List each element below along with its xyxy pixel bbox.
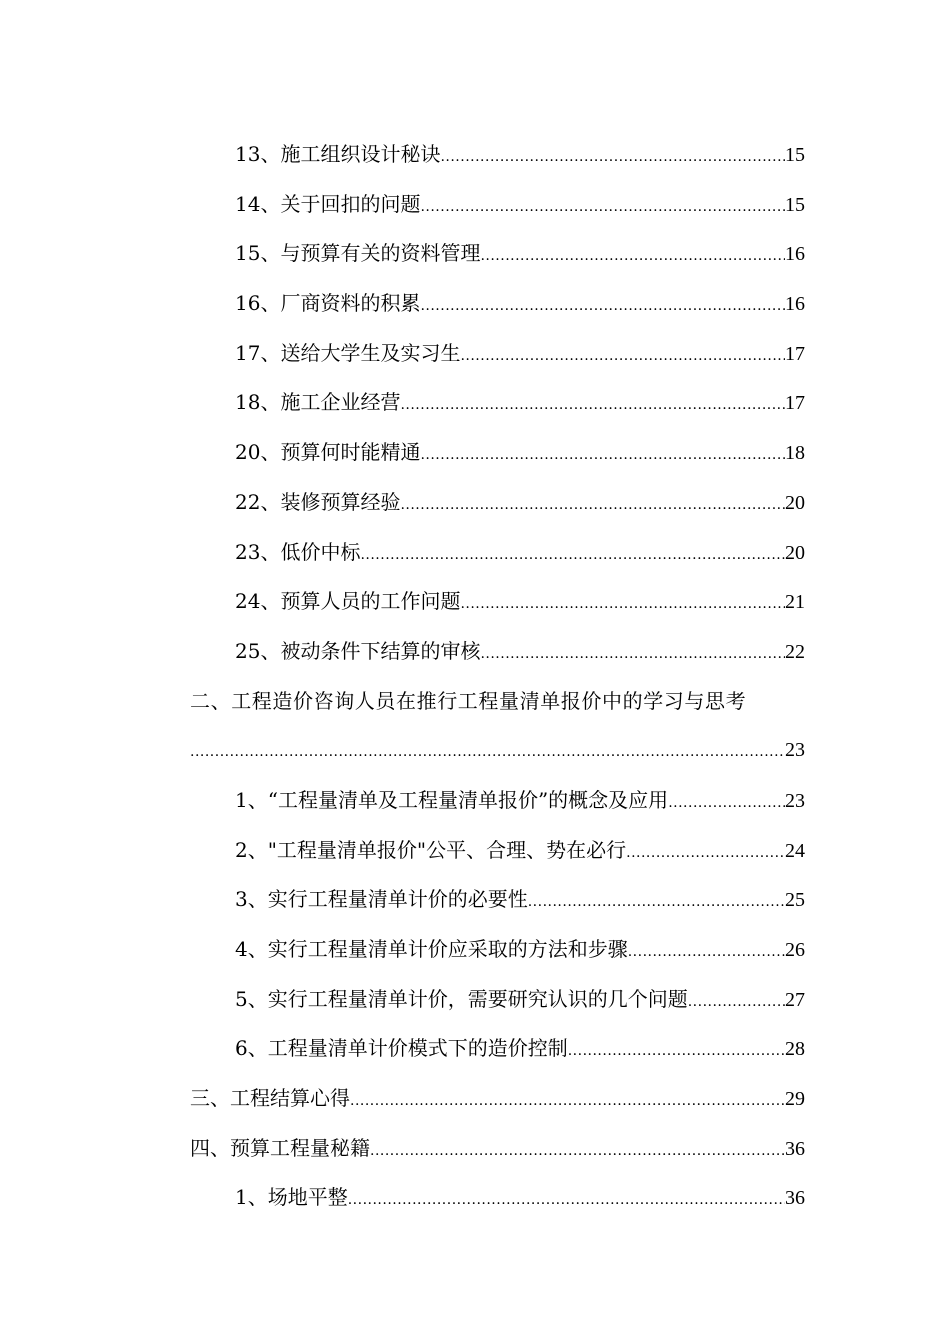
toc-leader-dots bbox=[420, 431, 785, 481]
toc-entry-title: 22、装修预算经验 bbox=[235, 489, 401, 514]
toc-page-number: 17 bbox=[785, 392, 805, 415]
toc-entry-title: 6、工程量清单计价模式下的造价控制 bbox=[235, 1036, 568, 1061]
toc-section-title: 四、预算工程量秘籍 bbox=[190, 1135, 370, 1160]
toc-entry-title: 5、实行工程量清单计价，需要研究认识的几个问题 bbox=[235, 986, 688, 1011]
toc-leader-dots bbox=[460, 332, 785, 382]
toc-entry-title: 1、场地平整 bbox=[235, 1185, 348, 1210]
toc-page-number: 36 bbox=[785, 1137, 805, 1160]
toc-entry-2-5[interactable] bbox=[190, 975, 805, 1025]
toc-leader-dots bbox=[370, 1127, 785, 1177]
toc-entry-16[interactable] bbox=[190, 279, 805, 329]
toc-entry-title: 4、实行工程量清单计价应采取的方法和步骤 bbox=[235, 937, 628, 961]
toc-leader-dots bbox=[480, 232, 785, 282]
toc-entry-2-6[interactable] bbox=[190, 1024, 805, 1074]
toc-entry-title: 23、低价中标 bbox=[235, 539, 361, 564]
toc-leader-dots bbox=[360, 531, 785, 581]
toc-leader-dots bbox=[350, 1077, 785, 1127]
toc-page-number: 28 bbox=[785, 1038, 805, 1061]
toc-entry-title: 3、实行工程量清单计价的必要性 bbox=[235, 887, 528, 912]
toc-entry-2-1[interactable] bbox=[190, 776, 805, 826]
toc-page-number: 20 bbox=[785, 541, 805, 564]
toc-page-number: 21 bbox=[785, 591, 805, 614]
toc-entry-25[interactable] bbox=[190, 627, 805, 677]
toc-page-number: 22 bbox=[785, 640, 805, 663]
toc-entry-15[interactable] bbox=[190, 229, 805, 279]
toc-entry-22[interactable] bbox=[190, 478, 805, 528]
toc-page-number: 18 bbox=[785, 442, 805, 465]
toc-page-number: 36 bbox=[785, 1187, 805, 1210]
toc-entry-title: 20、预算何时能精通 bbox=[235, 440, 421, 465]
toc-page-number: 15 bbox=[785, 144, 805, 166]
toc-entry-14[interactable] bbox=[190, 180, 805, 230]
toc-entry-4-1[interactable] bbox=[190, 1173, 805, 1223]
toc-entry-title: 25、被动条件下结算的审核 bbox=[235, 638, 481, 663]
toc-leader-dots bbox=[460, 580, 785, 630]
toc-leader-dots bbox=[626, 829, 785, 879]
toc-entry-title: 13、施工组织设计秘诀 bbox=[235, 142, 441, 166]
toc-page-number: 16 bbox=[785, 243, 805, 266]
toc-page-number: 23 bbox=[785, 789, 805, 812]
toc-page-number: 26 bbox=[785, 939, 805, 961]
toc-entry-title: 18、施工企业经营 bbox=[235, 390, 401, 415]
toc-entry-title: 24、预算人员的工作问题 bbox=[235, 589, 461, 614]
toc-entry-18[interactable] bbox=[190, 378, 805, 428]
toc-page-number: 15 bbox=[785, 193, 805, 216]
toc-page-number: 24 bbox=[785, 839, 805, 862]
toc-section-2-leader[interactable] bbox=[190, 726, 805, 776]
toc-entry-title: 2、"工程量清单报价"公平、合理、势在必行 bbox=[235, 837, 627, 862]
toc-page-number: 29 bbox=[785, 1088, 805, 1111]
toc-section-4[interactable] bbox=[190, 1124, 805, 1174]
toc-page-number: 25 bbox=[785, 889, 805, 912]
toc-leader-dots bbox=[528, 878, 785, 928]
toc-entry-13[interactable] bbox=[190, 130, 805, 180]
toc-entry-title: 17、送给大学生及实习生 bbox=[235, 340, 461, 365]
toc-leader-dots bbox=[668, 779, 785, 829]
toc-entry-2-4[interactable] bbox=[190, 925, 805, 975]
toc-leader-dots bbox=[348, 1176, 785, 1226]
toc-leader-dots bbox=[400, 481, 785, 531]
toc-leader-dots bbox=[480, 630, 785, 680]
toc-leader-dots bbox=[420, 282, 785, 332]
toc-entry-23[interactable] bbox=[190, 528, 805, 578]
toc-leader-dots bbox=[440, 133, 785, 183]
toc-entry-2-3[interactable] bbox=[190, 875, 805, 925]
toc-entry-title: 16、厂商资料的积累 bbox=[235, 291, 421, 316]
toc-entry-24[interactable] bbox=[190, 577, 805, 627]
toc-page-number: 27 bbox=[785, 988, 805, 1011]
toc-section-2-title[interactable]: 二、工程造价咨询人员在推行工程量清单报价中的学习与思考 bbox=[190, 688, 747, 713]
toc-page-number: 16 bbox=[785, 293, 805, 316]
toc-page-number: 17 bbox=[785, 342, 805, 365]
toc-leader-dots bbox=[190, 728, 785, 778]
toc-leader-dots bbox=[688, 978, 785, 1028]
table-of-contents bbox=[190, 130, 805, 1223]
toc-entry-title: 1、“工程量清单及工程量清单报价”的概念及应用 bbox=[235, 787, 669, 812]
toc-leader-dots bbox=[420, 183, 785, 233]
toc-page-number: 20 bbox=[785, 491, 805, 514]
toc-page-number: 23 bbox=[785, 739, 805, 762]
toc-entry-17[interactable] bbox=[190, 329, 805, 379]
toc-entry-title: 15、与预算有关的资料管理 bbox=[235, 241, 481, 266]
toc-leader-dots bbox=[628, 928, 785, 978]
toc-entry-20[interactable] bbox=[190, 428, 805, 478]
toc-leader-dots bbox=[400, 381, 785, 431]
toc-section-3[interactable] bbox=[190, 1074, 805, 1124]
toc-entry-2-2[interactable] bbox=[190, 826, 805, 876]
toc-leader-dots bbox=[568, 1027, 785, 1077]
toc-section-title: 三、工程结算心得 bbox=[190, 1086, 350, 1111]
toc-entry-title: 14、关于回扣的问题 bbox=[235, 191, 421, 216]
